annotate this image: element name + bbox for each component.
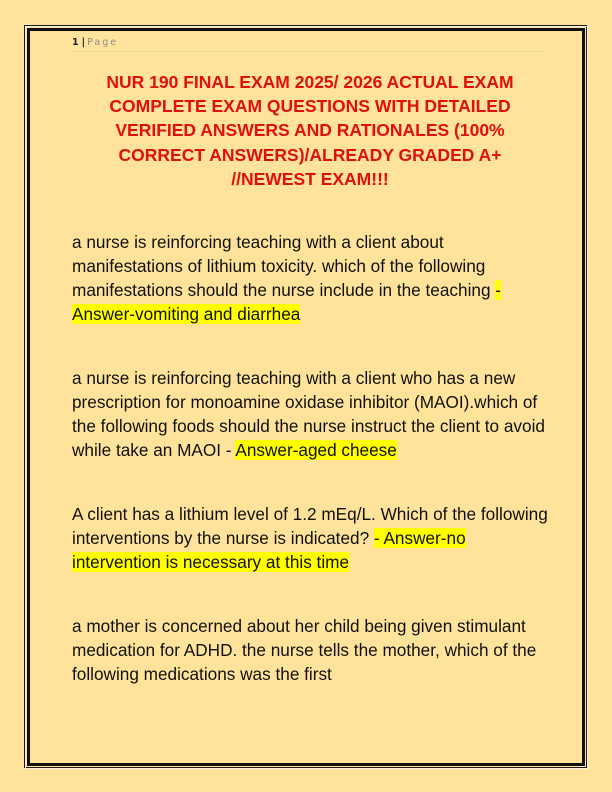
question-text: a nurse is reinforcing teaching with a client who has a new prescription for monoamine oxidase inhibitor (MAOI).which of the following foods should the nurse instruct the client to avoid while take an MAOI - <box>72 368 545 461</box>
question-text: a nurse is reinforcing teaching with a client about manifestations of lithium toxicity. which of the following manifestations should the nurse include in the teaching <box>72 232 496 301</box>
page-label: Page <box>87 37 119 48</box>
question-text: a mother is concerned about her child being given stimulant medication for ADHD. the nurse tells the mother, which of the following medications was the first <box>72 616 537 685</box>
qa-item <box>72 502 552 574</box>
qa-item <box>72 614 552 686</box>
page-number: 1 <box>72 37 79 48</box>
answer-text: Answer-aged cheese <box>235 440 397 461</box>
answer-text: - Answer-vomiting and diarrhea <box>72 280 502 325</box>
document-title: NUR 190 FINAL EXAM 2025/ 2026 ACTUAL EXAM COMPLETE EXAM QUESTIONS WITH DETAILED VERIFIED ANSWERS AND RATIONALES (100% CORRECT ANSWERS)/ALREADY GRADED A+ //NEWEST EXAM!!! <box>106 72 514 189</box>
question-text: A client has a lithium level of 1.2 mEq/L. Which of the following interventions by the nurse is indicated? <box>72 504 548 549</box>
qa-item <box>72 230 552 326</box>
answer-text: - Answer-no intervention is necessary at this time <box>72 528 466 573</box>
page-header <box>72 35 544 52</box>
qa-item <box>72 366 552 462</box>
page-separator: | <box>81 37 86 48</box>
